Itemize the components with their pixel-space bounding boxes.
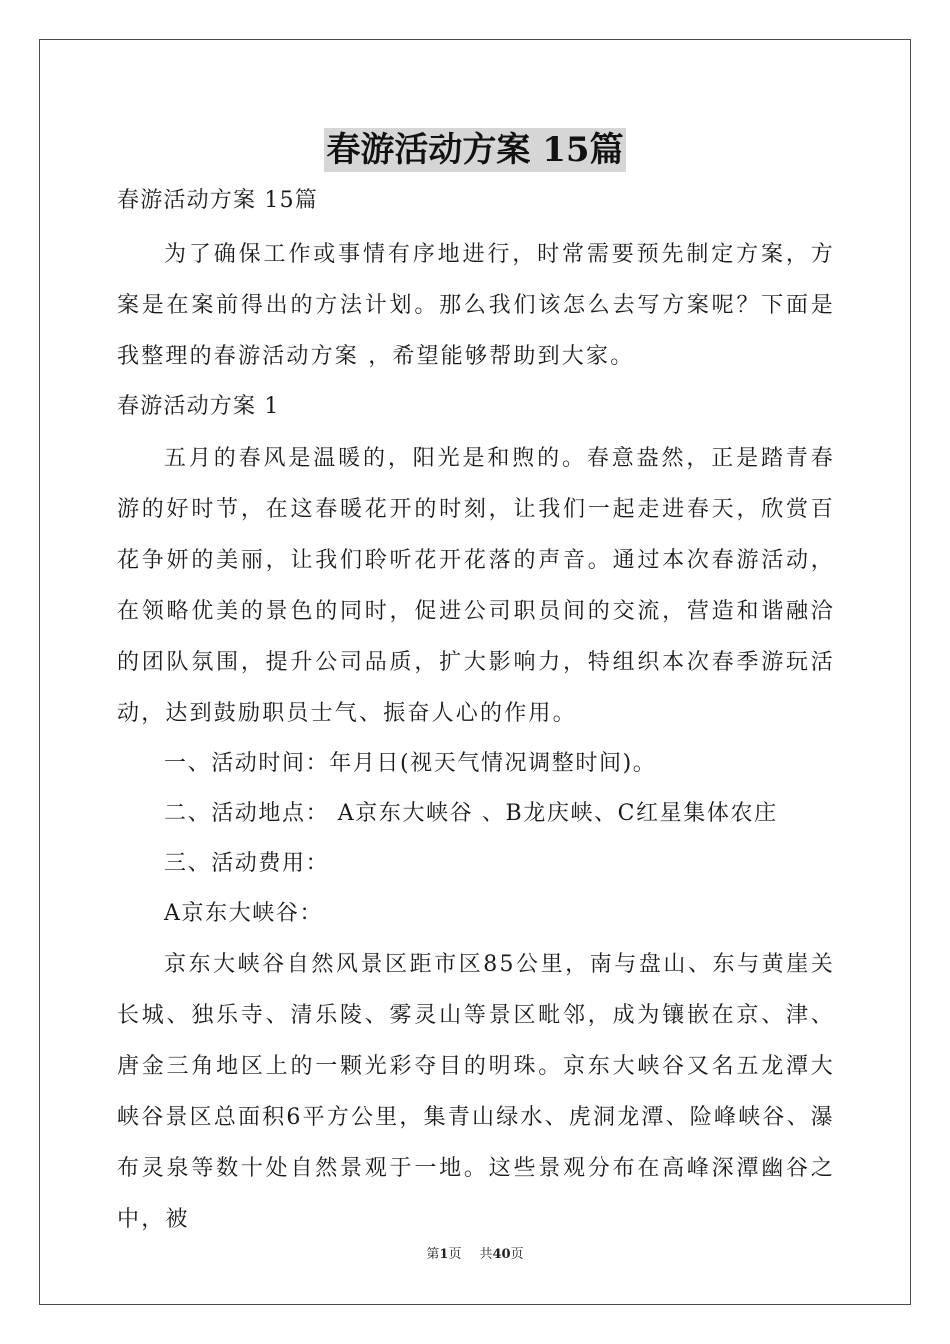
- page-footer: [0, 1246, 950, 1264]
- total-pages-number: 40: [492, 1247, 511, 1262]
- total-prefix: 共: [479, 1247, 493, 1262]
- body-paragraph: 五月的春风是温暖的，阳光是和煦的。春意盎然，正是踏青春游的好时节，在这春暖花开的时刻，让我们一起走进春天，欣赏百花争妍的美丽，让我们聆听花开花落的声音。通过本次春游活动，在领略优美的景色的同时，促进公司职员间的交流，营造和谐融洽的团队氛围，提升公司品质，扩大影响力，特组织本次春季游玩活动，达到鼓励职员士气、振奋人心的作用。: [117, 446, 835, 726]
- section-heading: 春游活动方案 1: [117, 394, 280, 419]
- intro-paragraph: 为了确保工作或事情有序地进行，时常需要预先制定方案，方案是在案前得出的方法计划。那么我们该怎么去写方案呢？下面是我整理的春游活动方案 ，希望能够帮助到大家。: [117, 242, 835, 369]
- current-page-number: 1: [439, 1247, 449, 1262]
- total-suffix: 页: [510, 1247, 524, 1262]
- title-wrapper: [0, 128, 950, 172]
- item-activity-place: 二、活动地点： A京东大峡谷 、B龙庆峡、C红星集体农庄: [164, 801, 778, 826]
- page-suffix: 页: [448, 1247, 462, 1262]
- document-title: 春游活动方案 15篇: [326, 130, 624, 170]
- sub-item-a: A京东大峡谷：: [164, 901, 324, 926]
- item-activity-time: 一、活动时间：年月日(视天气情况调整时间)。: [164, 751, 657, 776]
- document-subtitle: 春游活动方案 15篇: [117, 188, 318, 213]
- description-paragraph: 京东大峡谷自然风景区距市区85公里，南与盘山、东与黄崖关长城、独乐寺、清乐陵、雾灵山等景区毗邻，成为镶嵌在京、津、唐金三角地区上的一颗光彩夺目的明珠。京东大峡谷又名五龙潭大峡谷景区总面积6平方公里，集青山绿水、虎洞龙潭、险峰峡谷、瀑布灵泉等数十处自然景观于一地。这些景观分布在高峰深潭幽谷之中，被: [117, 952, 835, 1232]
- item-activity-cost: 三、活动费用：: [164, 851, 330, 876]
- page-prefix: 第: [426, 1247, 440, 1262]
- document-body: [117, 176, 835, 1245]
